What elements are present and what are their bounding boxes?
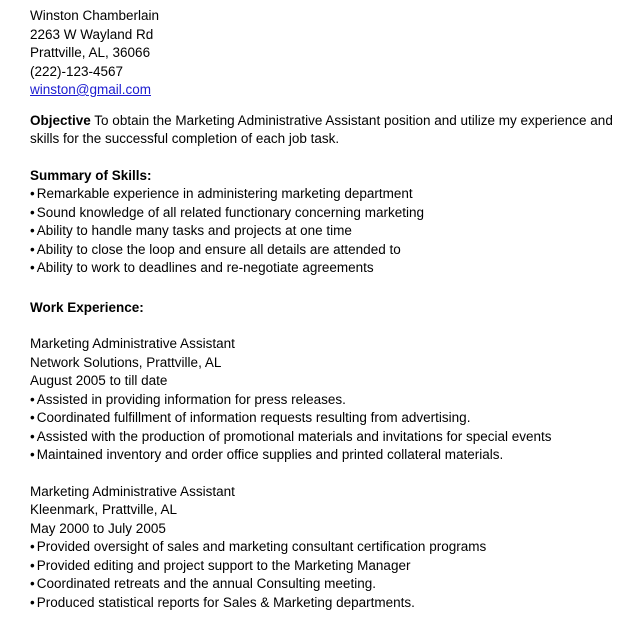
- objective-paragraph: [30, 112, 626, 149]
- job-bullet-text: Coordinated fulfillment of information requests resulting from advertising.: [36, 410, 471, 425]
- skill-item-text: Remarkable experience in administering marketing department: [36, 186, 413, 201]
- email-link[interactable]: winston@gmail.com: [30, 82, 151, 97]
- job-title: Marketing Administrative Assistant: [30, 336, 235, 351]
- skill-item-text: Ability to close the loop and ensure all details are attended to: [36, 241, 401, 257]
- bullet-icon: •: [30, 186, 35, 201]
- skill-item: [30, 185, 630, 204]
- job-bullet: [30, 391, 630, 410]
- skill-item-text: Ability to handle many tasks and projects at one time: [36, 223, 352, 238]
- job-bullet-text: Provided oversight of sales and marketing consultant certification programs: [36, 539, 487, 554]
- job-bullet: [30, 557, 630, 576]
- job-dates: August 2005 to till date: [30, 373, 168, 388]
- bullet-icon: •: [30, 428, 35, 444]
- skills-heading: Summary of Skills:: [30, 167, 152, 183]
- contact-phone: (222)-123-4567: [30, 63, 124, 79]
- skill-item: [30, 241, 630, 260]
- bullet-icon: •: [30, 447, 35, 462]
- job-bullet: [30, 409, 630, 428]
- bullet-icon: •: [30, 391, 35, 407]
- job-company: Kleenmark, Prattville, AL: [30, 502, 178, 517]
- bullet-icon: •: [30, 241, 35, 257]
- objective-text: To obtain the Marketing Administrative Assistant position and utilize my experience and skills for the successful completion of each job task.: [30, 112, 613, 146]
- bullet-icon: •: [30, 576, 35, 591]
- objective-label: Objective: [30, 112, 91, 128]
- contact-address-line2: Prattville, AL, 36066: [30, 45, 151, 60]
- job-bullet-text: Produced statistical reports for Sales & Marketing departments.: [36, 594, 415, 610]
- job-bullet-text: Assisted with the production of promotional materials and invitations for special events: [36, 428, 552, 444]
- job-bullet-text: Assisted in providing information for press releases.: [36, 391, 346, 407]
- job-dates: May 2000 to July 2005: [30, 520, 166, 536]
- skill-item: [30, 259, 630, 278]
- bullet-icon: •: [30, 594, 35, 610]
- contact-address-line1: 2263 W Wayland Rd: [30, 26, 154, 42]
- job-bullet-text: Maintained inventory and order office supplies and printed collateral materials.: [36, 447, 504, 462]
- job-bullet: [30, 538, 630, 557]
- job-entry: [30, 335, 630, 465]
- skills-section: [30, 167, 630, 278]
- contact-name: Winston Chamberlain: [30, 8, 160, 23]
- job-bullet: [30, 575, 630, 594]
- job-bullet: [30, 446, 630, 465]
- bullet-icon: •: [30, 223, 35, 238]
- job-title: Marketing Administrative Assistant: [30, 483, 235, 499]
- job-bullet: [30, 428, 630, 447]
- job-company: Network Solutions, Prattville, AL: [30, 354, 222, 370]
- job-bullet-text: Provided editing and project support to the Marketing Manager: [36, 557, 411, 573]
- bullet-icon: •: [30, 557, 35, 573]
- bullet-icon: •: [30, 410, 35, 425]
- skill-item-text: Ability to work to deadlines and re-negotiate agreements: [36, 260, 374, 275]
- contact-block: [30, 7, 630, 100]
- skill-item: [30, 204, 630, 223]
- bullet-icon: •: [30, 539, 35, 554]
- experience-heading: Work Experience:: [30, 299, 144, 315]
- skill-item-text: Sound knowledge of all related functionary concerning marketing: [36, 204, 424, 220]
- bullet-icon: •: [30, 204, 35, 220]
- job-bullet: [30, 594, 630, 613]
- job-bullet-text: Coordinated retreats and the annual Consulting meeting.: [36, 576, 376, 591]
- job-entry: [30, 483, 630, 613]
- bullet-icon: •: [30, 260, 35, 275]
- skill-item: [30, 222, 630, 241]
